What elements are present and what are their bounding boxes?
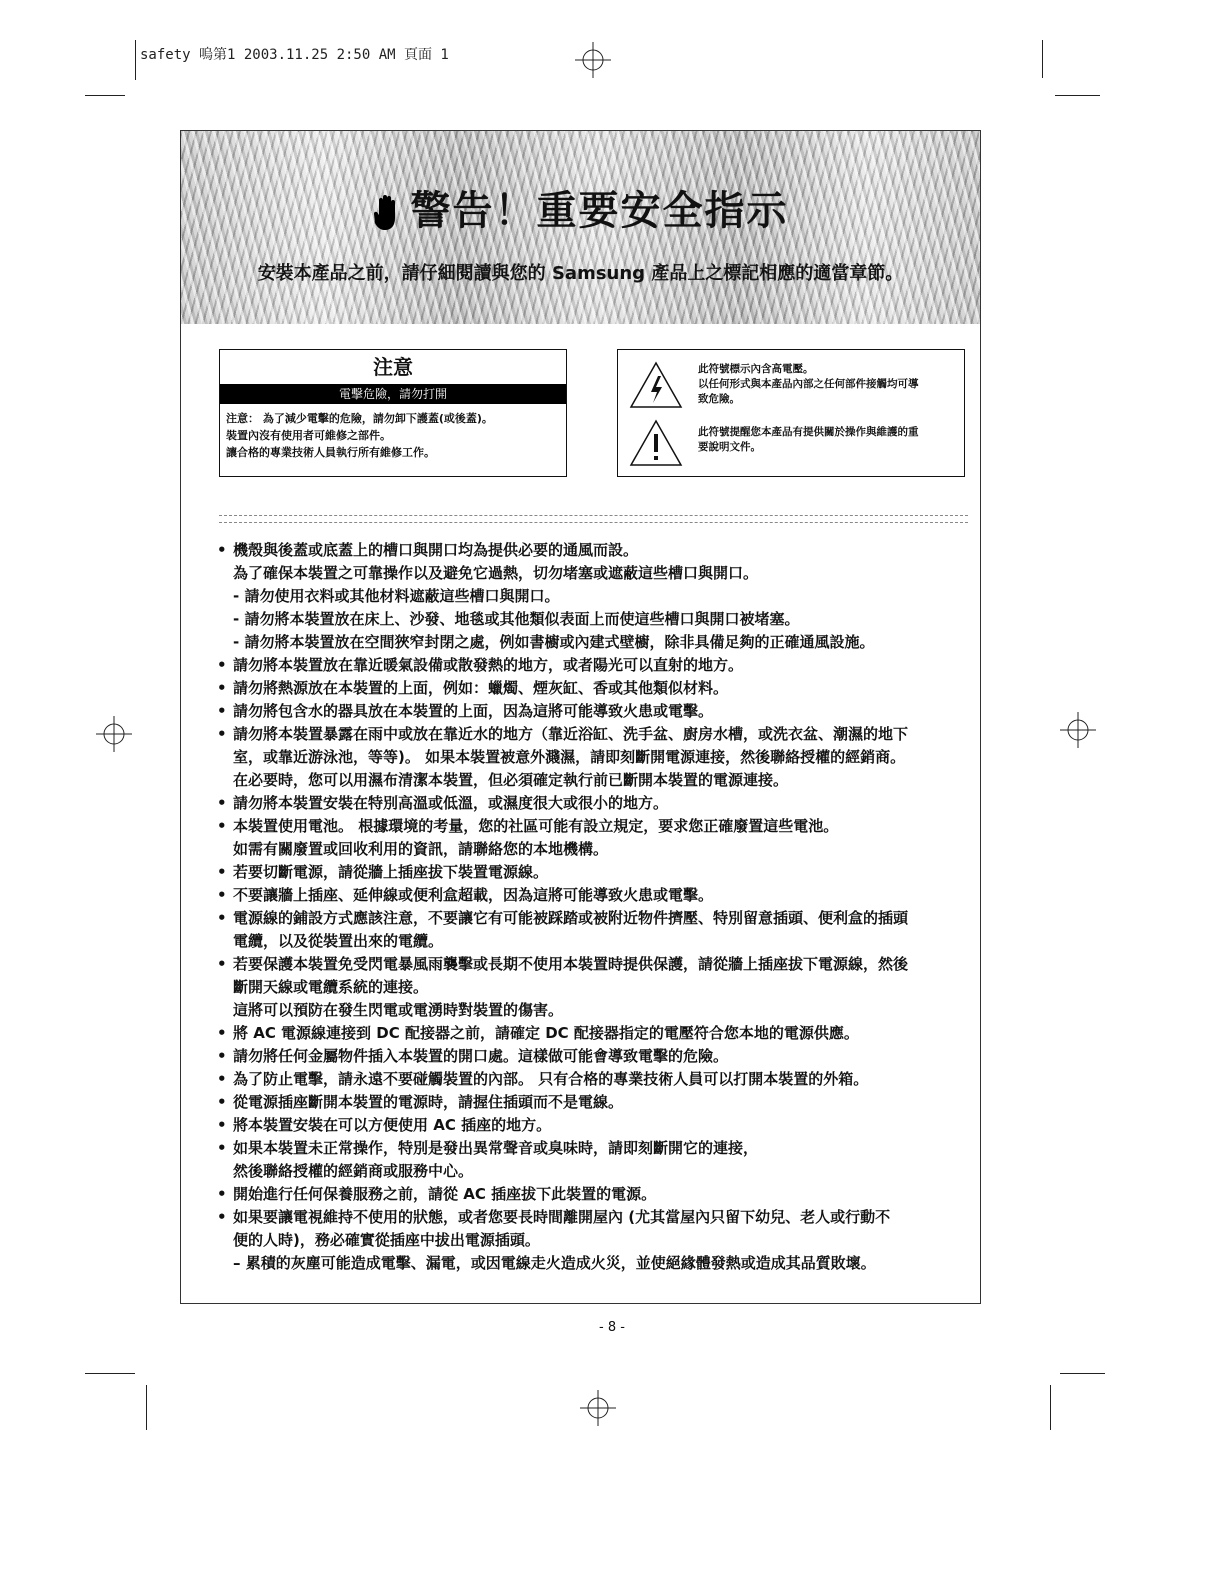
banner-subtitle: 安裝本產品之前，請仔細閱讀與您的 Samsung 產品上之標記相應的適當章節。 — [257, 263, 904, 284]
continuation-line: 便的人時)，務必確實從插座中拔出電源插頭。 — [233, 1231, 540, 1249]
exclamation-triangle-icon — [628, 418, 684, 468]
stop-hand-icon — [373, 194, 403, 232]
continuation-line: 為了確保本裝置之可靠操作以及避免它過熱，切勿堵塞或遮蔽這些槽口與開口。 — [233, 564, 759, 582]
bullet-item: • 請勿將本裝置暴露在雨中或放在靠近水的地方（靠近浴缸、洗手盆、廚房水槽，或洗衣盆、潮濕的地下 — [215, 723, 975, 746]
safety-page-frame — [180, 130, 981, 1304]
voltage-symbol-line: 此符號標示內含高電壓。 — [698, 363, 814, 375]
banner-title-text: 警告！重要安全指示 — [410, 188, 789, 234]
print-slug: safety 嗚第1 2003.11.25 2:50 AM 頁面 1 — [140, 47, 449, 63]
warning-banner — [181, 131, 980, 324]
caution-line: 裝置內沒有使用者可維修之部件。 — [226, 429, 391, 442]
crop-mark — [1042, 40, 1043, 78]
symbols-explanation — [617, 349, 965, 477]
bullet-item: • 機殼與後蓋或底蓋上的槽口與開口均為提供必要的通風而設。 — [215, 539, 975, 562]
bullet-item: • 將 AC 電源線連接到 DC 配接器之前，請確定 DC 配接器指定的電壓符合您本地的電源供應。 — [215, 1022, 975, 1045]
crop-mark — [1055, 95, 1100, 96]
registration-mark-icon — [1060, 712, 1096, 748]
continuation-line: – 累積的灰塵可能造成電擊、漏電，或因電線走火造成火災，並使絕緣體發熱或造成其品質敗壞。 — [233, 1254, 876, 1272]
crop-mark — [1050, 1385, 1051, 1430]
attention-symbol-line: 要說明文件。 — [698, 441, 761, 453]
banner-title — [181, 179, 980, 236]
continuation-line: 電纜，以及從裝置出來的電纜。 — [233, 932, 444, 950]
caution-bar: 電擊危險，請勿打開 — [220, 384, 566, 404]
bullet-item: • 為了防止電擊，請永遠不要碰觸裝置的內部。 只有合格的專業技術人員可以打開本裝置的外箱。 — [215, 1068, 975, 1091]
bullet-item: • 若要保護本裝置免受閃電暴風雨襲擊或長期不使用本裝置時提供保護，請從牆上插座拔下電源線，然後 — [215, 953, 975, 976]
bullet-item: • 請勿將本裝置放在靠近暖氣設備或散發熱的地方，或者陽光可以直射的地方。 — [215, 654, 975, 677]
bullet-item: • 本裝置使用電池。 根據環境的考量，您的社區可能有設立規定，要求您正確廢置這些電池。 — [215, 815, 975, 838]
caution-line: 注意： 為了減少電擊的危險，請勿卸下護蓋(或後蓋)。 — [226, 412, 493, 425]
bullet-item: • 不要讓牆上插座、延伸線或便利盒超載，因為這將可能導致火患或電擊。 — [215, 884, 975, 907]
continuation-line: 斷開天線或電纜系統的連接。 — [233, 978, 429, 996]
bullet-item: • 請勿將本裝置安裝在特別高溫或低溫，或濕度很大或很小的地方。 — [215, 792, 975, 815]
continuation-line: 如需有關廢置或回收利用的資訊，請聯絡您的本地機構。 — [233, 840, 609, 858]
registration-mark-icon — [575, 42, 611, 78]
crop-mark — [146, 1385, 147, 1430]
caution-label — [219, 349, 567, 477]
crop-mark — [85, 1373, 135, 1374]
continuation-line: - 請勿將本裝置放在床上、沙發、地毯或其他類似表面上而使這些槽口與開口被堵塞。 — [233, 610, 800, 628]
crop-mark — [135, 40, 136, 80]
bullet-item: • 請勿將包含水的器具放在本裝置的上面，因為這將可能導致火患或電擊。 — [215, 700, 975, 723]
caution-line: 讓合格的專業技術人員執行所有維修工作。 — [226, 446, 435, 459]
continuation-line: 室，或靠近游泳池，等等)。 如果本裝置被意外濺濕，請即刻斷開電源連接，然後聯絡授權的經銷商。 — [233, 748, 906, 766]
section-divider — [219, 515, 968, 523]
bullet-item: • 請勿將熱源放在本裝置的上面，例如：蠟燭、煙灰缸、香或其他類似材料。 — [215, 677, 975, 700]
crop-mark — [1060, 1373, 1105, 1374]
bullet-item: • 若要切斷電源，請從牆上插座拔下裝置電源線。 — [215, 861, 975, 884]
bullet-item: • 電源線的鋪設方式應該注意，不要讓它有可能被踩踏或被附近物件擠壓、特別留意插頭、便利盒的插頭 — [215, 907, 975, 930]
safety-instructions-list — [215, 539, 975, 1275]
page-number: - 8 - — [599, 1320, 625, 1335]
voltage-symbol-line: 致危險。 — [698, 393, 740, 405]
registration-mark-icon — [96, 716, 132, 752]
continuation-line: 這將可以預防在發生閃電或電湧時對裝置的傷害。 — [233, 1001, 564, 1019]
caution-title: 注意 — [373, 355, 413, 379]
attention-symbol-line: 此符號提醒您本產品有提供關於操作與維護的重 — [698, 426, 919, 438]
continuation-line: 在必要時，您可以用濕布清潔本裝置，但必須確定執行前已斷開本裝置的電源連接。 — [233, 771, 789, 789]
bullet-item: • 開始進行任何保養服務之前，請從 AC 插座拔下此裝置的電源。 — [215, 1183, 975, 1206]
bullet-item: • 將本裝置安裝在可以方便使用 AC 插座的地方。 — [215, 1114, 975, 1137]
crop-mark — [85, 95, 125, 96]
bullet-item: • 從電源插座斷開本裝置的電源時，請握住插頭而不是電線。 — [215, 1091, 975, 1114]
continuation-line: 然後聯絡授權的經銷商或服務中心。 — [233, 1162, 474, 1180]
voltage-symbol-line: 以任何形式與本產品內部之任何部件接觸均可導 — [698, 378, 919, 390]
bullet-item: • 如果要讓電視維持不使用的狀態，或者您要長時間離開屋內 (尤其當屋內只留下幼兒、老人或行動不 — [215, 1206, 975, 1229]
bullet-item: • 如果本裝置未正常操作，特別是發出異常聲音或臭味時，請即刻斷開它的連接， — [215, 1137, 975, 1160]
lightning-triangle-icon — [628, 360, 684, 410]
continuation-line: - 請勿將本裝置放在空間狹窄封閉之處，例如書櫥或內建式壁櫥，除非具備足夠的正確通風設施。 — [233, 633, 875, 651]
continuation-line: - 請勿使用衣料或其他材料遮蔽這些槽口與開口。 — [233, 587, 560, 605]
bullet-item: • 請勿將任何金屬物件插入本裝置的開口處。這樣做可能會導致電擊的危險。 — [215, 1045, 975, 1068]
registration-mark-icon — [580, 1390, 616, 1426]
